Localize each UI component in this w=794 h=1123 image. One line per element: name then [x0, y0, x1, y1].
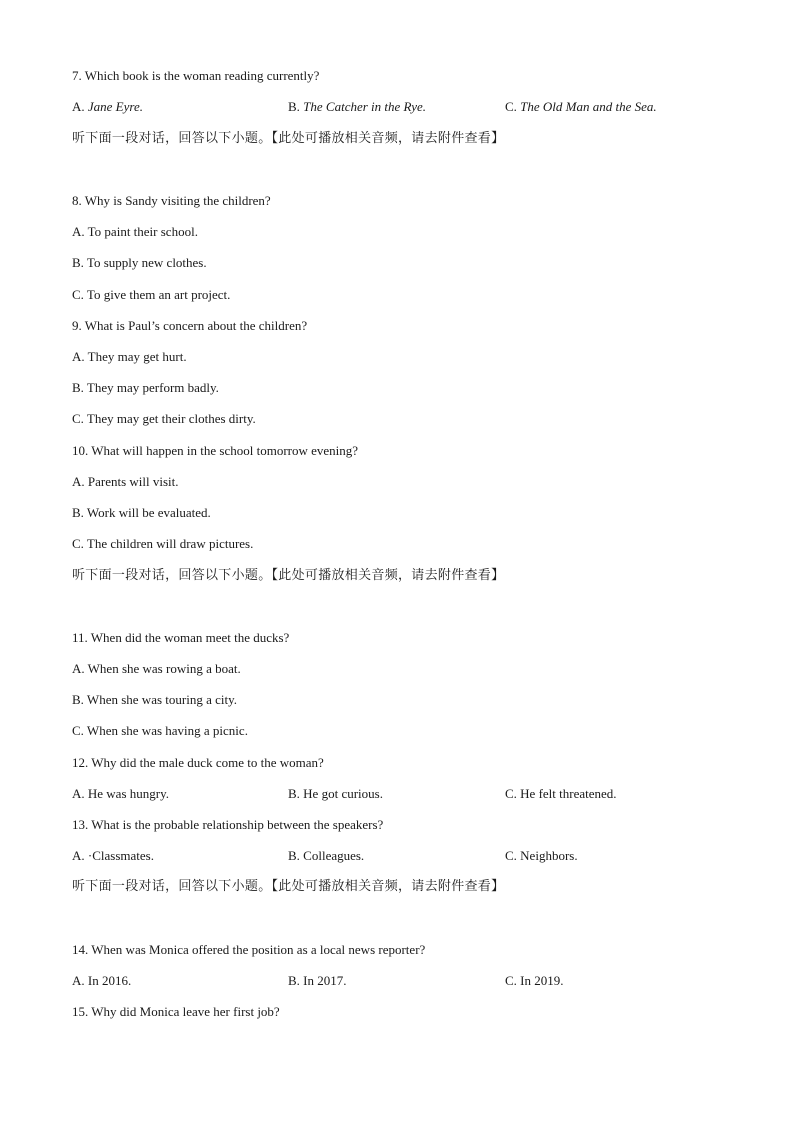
- question-12-stem: 12. Why did the male duck come to the woman?: [72, 755, 324, 770]
- question-11-stem: 11. When did the woman meet the ducks?: [72, 630, 290, 645]
- question-9-option-a: A. They may get hurt.: [72, 349, 187, 364]
- question-13-option-c: C. Neighbors.: [505, 848, 578, 863]
- question-13-stem: 13. What is the probable relationship between the speakers?: [72, 817, 384, 832]
- question-14-option-a: A. In 2016.: [72, 973, 132, 988]
- question-12-option-c: C. He felt threatened.: [505, 786, 617, 801]
- question-14-option-c: C. In 2019.: [505, 973, 564, 988]
- question-9-option-c: C. They may get their clothes dirty.: [72, 411, 256, 426]
- option-letter: B.: [288, 99, 304, 114]
- question-10-option-c: C. The children will draw pictures.: [72, 536, 254, 551]
- question-10-option-b: B. Work will be evaluated.: [72, 505, 211, 520]
- question-7-option-c: [505, 99, 657, 115]
- question-7-stem: 7. Which book is the woman reading currently?: [72, 68, 320, 83]
- question-9-stem: 9. What is Paul’s concern about the children?: [72, 318, 308, 333]
- listening-instruction: 听下面一段对话，回答以下小题。【此处可播放相关音频，请去附件查看】: [72, 879, 505, 894]
- question-9-option-b: B. They may perform badly.: [72, 380, 219, 395]
- option-letter: A.: [72, 99, 88, 114]
- question-15-stem: 15. Why did Monica leave her first job?: [72, 1004, 280, 1019]
- question-8-option-c: C. To give them an art project.: [72, 287, 231, 302]
- question-8-option-a: A. To paint their school.: [72, 224, 198, 239]
- question-11-option-a: A. When she was rowing a boat.: [72, 661, 241, 676]
- book-title: The Catcher in the Rye.: [303, 99, 427, 114]
- question-8-stem: 8. Why is Sandy visiting the children?: [72, 193, 271, 208]
- question-7-option-a: [72, 99, 143, 115]
- question-13-option-a: A. ·Classmates.: [72, 848, 154, 863]
- question-8-option-b: B. To supply new clothes.: [72, 255, 207, 270]
- question-14-option-b: B. In 2017.: [288, 973, 347, 988]
- question-10-stem: 10. What will happen in the school tomorrow evening?: [72, 443, 359, 458]
- book-title: The Old Man and the Sea.: [520, 99, 657, 114]
- listening-instruction: 听下面一段对话，回答以下小题。【此处可播放相关音频，请去附件查看】: [72, 131, 505, 146]
- question-12-option-a: A. He was hungry.: [72, 786, 169, 801]
- question-14-stem: 14. When was Monica offered the position as a local news reporter?: [72, 942, 426, 957]
- book-title: Jane Eyre.: [87, 99, 143, 114]
- question-11-option-c: C. When she was having a picnic.: [72, 723, 248, 738]
- question-11-option-b: B. When she was touring a city.: [72, 692, 237, 707]
- question-10-option-a: A. Parents will visit.: [72, 474, 179, 489]
- listening-instruction: 听下面一段对话，回答以下小题。【此处可播放相关音频，请去附件查看】: [72, 568, 505, 583]
- question-13-option-b: B. Colleagues.: [288, 848, 365, 863]
- option-letter: C.: [505, 99, 521, 114]
- question-7-option-b: [288, 99, 426, 115]
- question-12-option-b: B. He got curious.: [288, 786, 383, 801]
